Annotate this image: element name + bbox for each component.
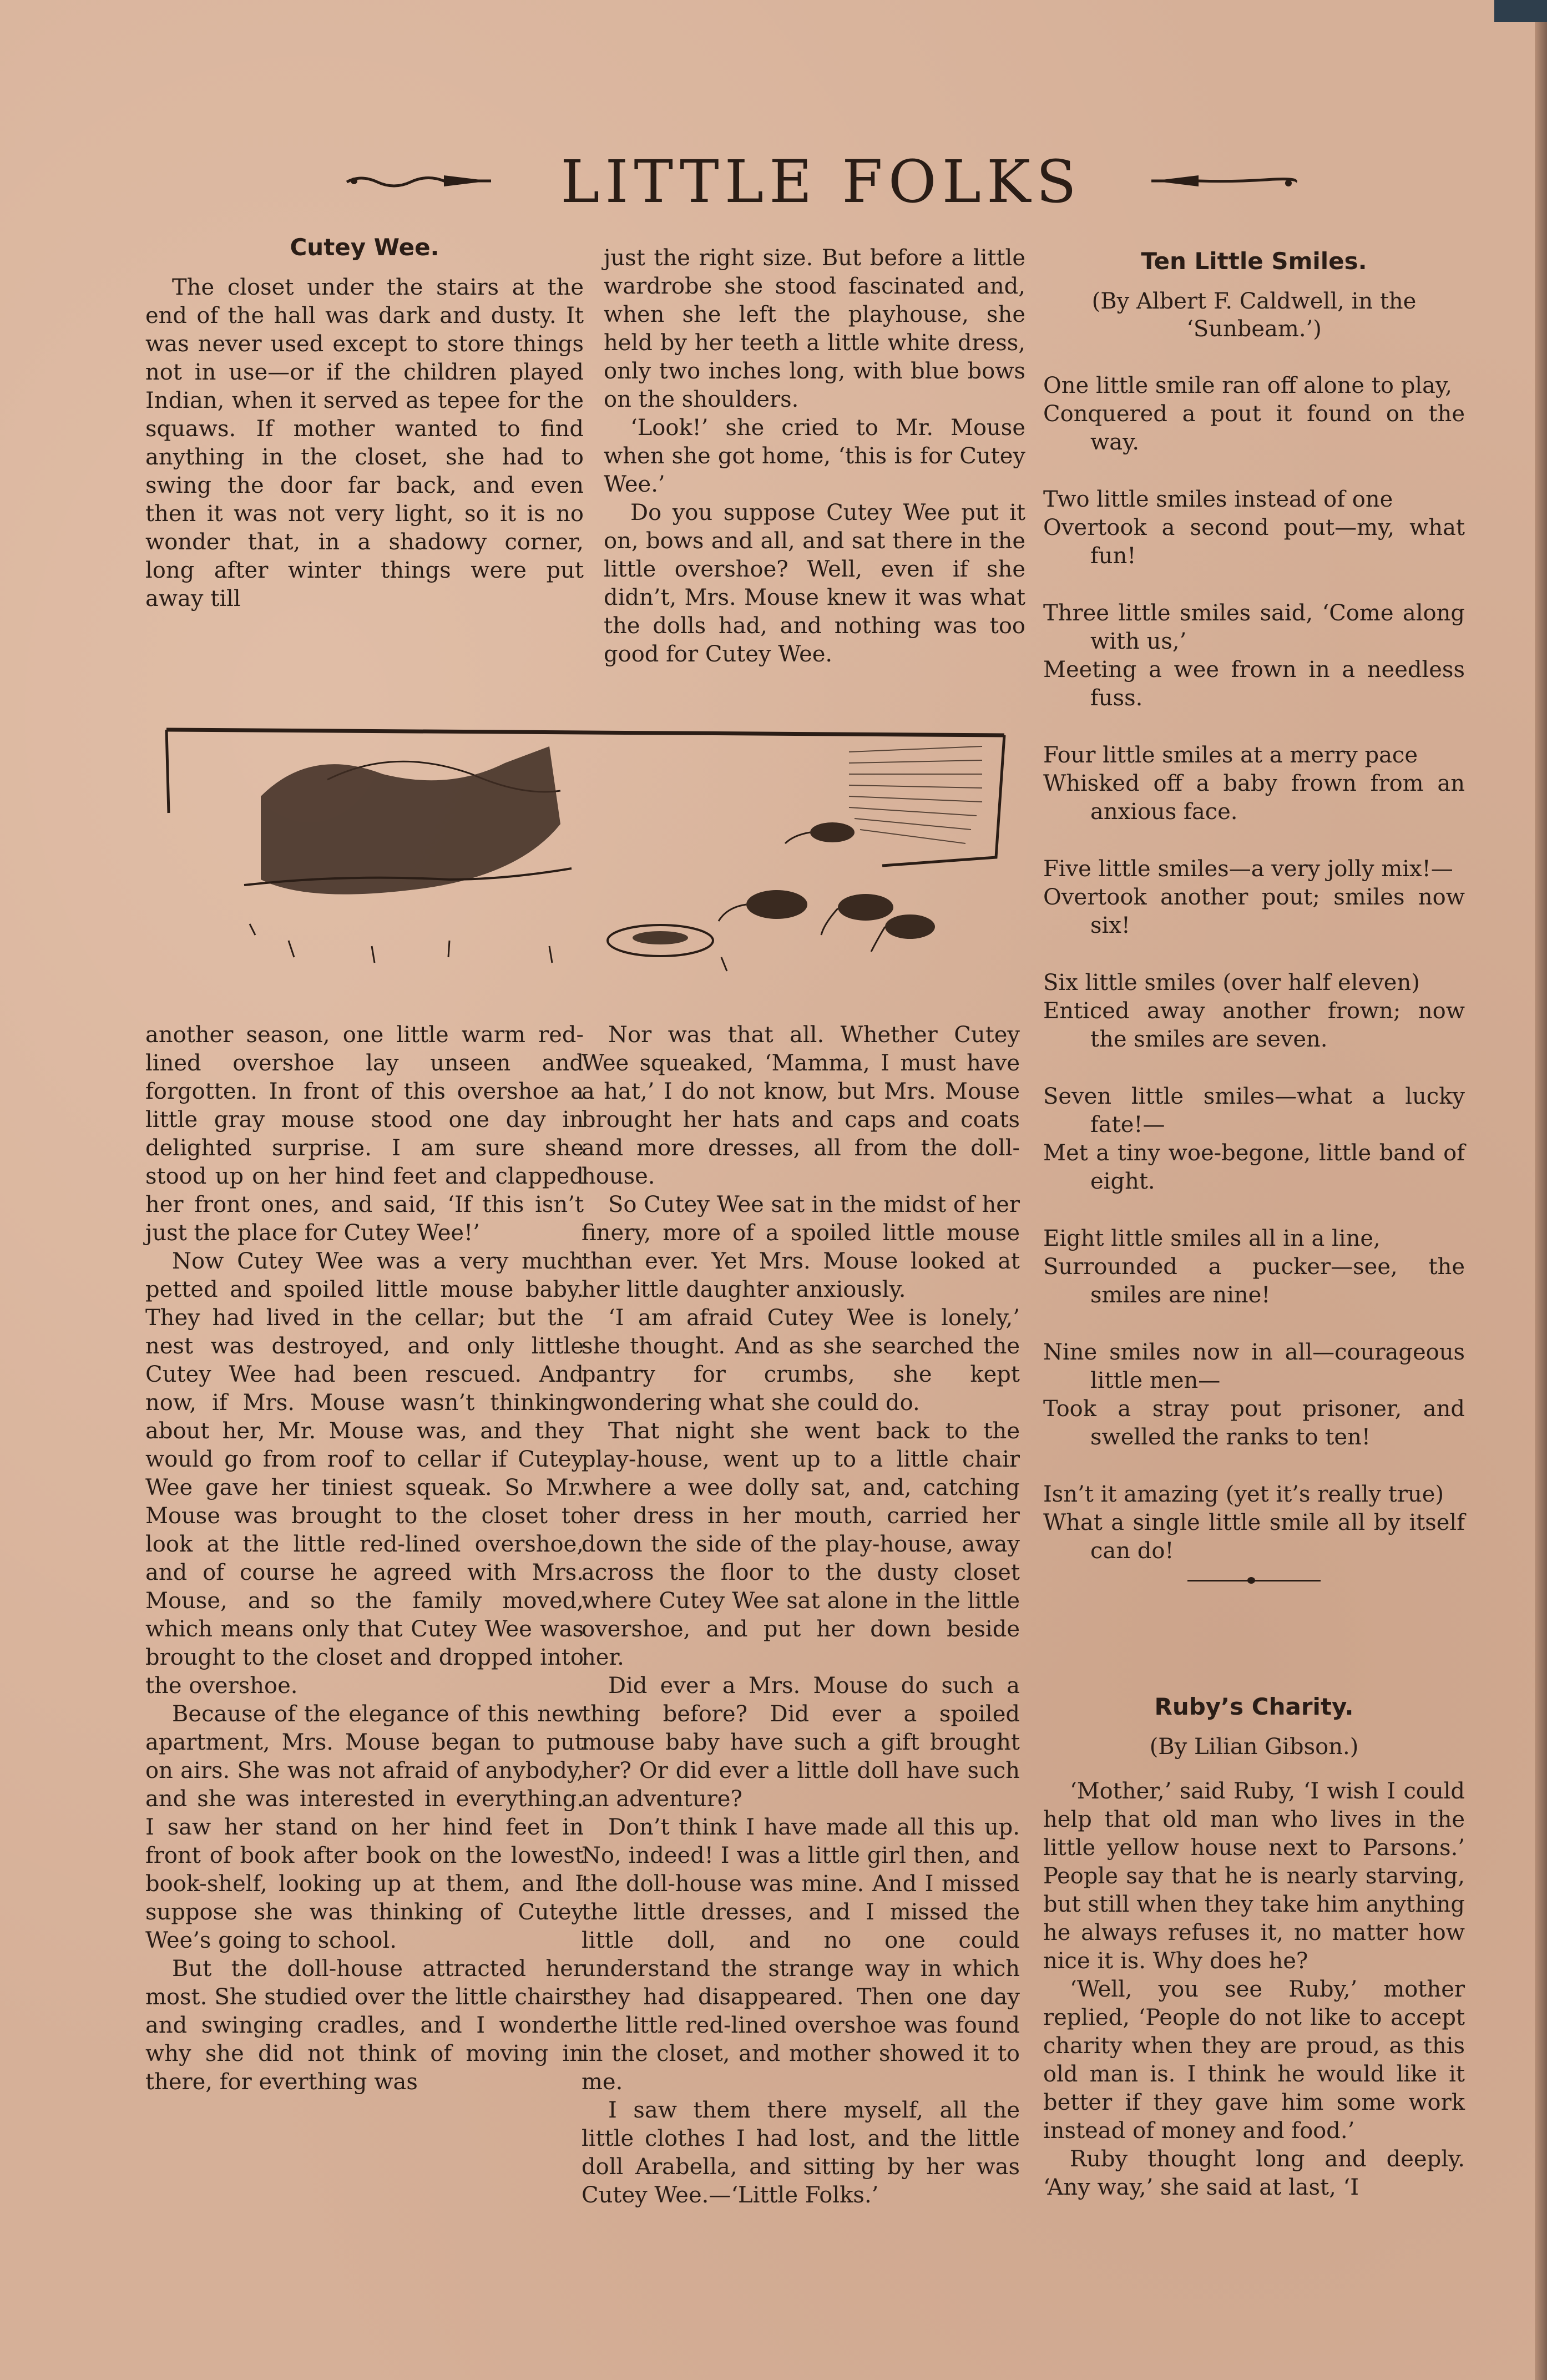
poem-line: Enticed away another frown; now the smiles are seven. xyxy=(1043,998,1465,1052)
poem-stanza xyxy=(1043,1083,1465,1196)
poem-line: Three little smiles said, ‘Come along with us,’ xyxy=(1043,600,1465,654)
poem-line: Two little smiles instead of one xyxy=(1043,487,1393,512)
mice-closet-illustration xyxy=(161,713,1015,979)
cutey-wee-column-2-bottom xyxy=(582,1021,1020,2210)
poem-stanza xyxy=(1043,1480,1465,1565)
cutey-wee-paragraph: Because of the elegance of this new apartment, Mrs. Mouse began to put on airs. She was not afraid of anybody, and she was interested in everything. I saw her stand on her hind feet in front of book after book on the lowest book-shelf, looking up at them, and I suppose she was thinking of Cutey Wee’s going to school. xyxy=(145,1701,584,1953)
right-flourish-ornament xyxy=(1149,170,1298,192)
poem-byline: (By Albert F. Caldwell, in the ‘Sunbeam.’) xyxy=(1091,289,1417,342)
cutey-wee-paragraph: I saw them there myself, all the little clothes I had lost, and the little doll Arabella, and sitting by her was Cutey Wee.—‘Little Folks.’ xyxy=(582,2098,1020,2208)
poem-stanza xyxy=(1043,741,1465,826)
cutey-wee-paragraph: another season, one little warm red-lined overshoe lay unseen and forgotten. In front of this overshoe a little gray mouse stood one day in delighted surprise. I am sure she stood up on her hind feet and clapped her front ones, and said, ‘If this isn’t just the place for Cutey Wee!’ xyxy=(145,1022,584,1246)
poem-line: One little smile ran off alone to play, xyxy=(1043,373,1452,398)
poem-line: What a single little smile all by itself can do! xyxy=(1043,1510,1465,1564)
ruby-title: Ruby’s Charity. xyxy=(1154,1693,1354,1720)
cutey-wee-paragraph: Do you suppose Cutey Wee put it on, bows and all, and sat there in the little overshoe? Well, even if she didn’t, Mrs. Mouse knew it was what the dolls had, and nothing was too good for Cutey Wee. xyxy=(604,500,1025,667)
cutey-wee-title: Cutey Wee. xyxy=(290,234,439,261)
cutey-wee-paragraph: Now Cutey Wee was a very much petted and spoiled little mouse baby. They had lived in the cellar; but the nest was destroyed, and only little Cutey Wee had been rescued. And now, if Mrs. Mouse wasn’t thinking about her, Mr. Mouse was, and they would go from roof to cellar if Cutey Wee gave her tiniest squeak. So Mr. Mouse was brought to the closet to look at the little red-lined overshoe, and of course he agreed with Mrs. Mouse, and so the family moved, which means only that Cutey Wee was brought to the closet and dropped into the overshoe. xyxy=(145,1249,584,1699)
poem-line: Nine smiles now in all—courageous little men— xyxy=(1043,1340,1465,1393)
poem-line: Took a stray pout prisoner, and swelled the ranks to ten! xyxy=(1043,1396,1465,1450)
masthead-title: LITTLE FOLKS xyxy=(560,148,1082,216)
masthead xyxy=(344,149,1298,215)
poem-line: Eight little smiles all in a line, xyxy=(1043,1226,1381,1251)
poem-line: Five little smiles—a very jolly mix!— xyxy=(1043,856,1453,882)
rubys-charity-story xyxy=(1043,1692,1465,2202)
poem-stanza xyxy=(1043,1338,1465,1452)
ruby-paragraph: Ruby thought long and deeply. ‘Any way,’ she said at last, ‘I xyxy=(1043,2146,1465,2200)
poem-stanza xyxy=(1043,969,1465,1054)
poem-title: Ten Little Smiles. xyxy=(1141,247,1367,275)
cutey-wee-paragraph: Don’t think I have made all this up. No, indeed! I was a little girl then, and the doll-house was mine. And I missed the little dresses, and I missed the little doll, and no one could understand the strange way in which they had disappeared. Then one day the little red-lined overshoe was found in the closet, and mother showed it to me. xyxy=(582,1815,1020,2095)
ruby-byline: (By Lilian Gibson.) xyxy=(1149,1734,1359,1760)
poem-stanza xyxy=(1043,372,1465,457)
poem-line: Conquered a pout it found on the way. xyxy=(1043,401,1465,455)
poem-stanza xyxy=(1043,1225,1465,1310)
cutey-wee-paragraph: ‘I am afraid Cutey Wee is lonely,’ she thought. And as she searched the pantry for crumbs, she kept wondering what she could do. xyxy=(582,1305,1020,1416)
poem-line: Meeting a wee frown in a needless fuss. xyxy=(1043,657,1465,711)
left-flourish-ornament xyxy=(344,170,494,192)
cutey-wee-paragraph: So Cutey Wee sat in the midst of her finery, more of a spoiled little mouse than ever. Yet Mrs. Mouse looked at her little daughter anxiously. xyxy=(582,1192,1020,1302)
poem-line: Overtook another pout; smiles now six! xyxy=(1043,885,1465,938)
poem-line: Overtook a second pout—my, what fun! xyxy=(1043,515,1465,569)
poem-line: Seven little smiles—what a lucky fate!— xyxy=(1043,1084,1465,1138)
poem-stanza xyxy=(1043,855,1465,940)
page-edge xyxy=(1535,0,1547,2380)
poem-line: Met a tiny woe-begone, little band of eight. xyxy=(1043,1140,1465,1194)
poem-line: Isn’t it amazing (yet it’s really true) xyxy=(1043,1482,1444,1507)
poem-stanza xyxy=(1043,599,1465,713)
cutey-wee-paragraph: That night she went back to the play-house, went up to a little chair where a wee dolly sat, and, catching her dress in her mouth, carried her down the side of the play-house, away across the floor to the dusty closet where Cutey Wee sat alone in the little overshoe, and put her down beside her. xyxy=(582,1418,1020,1670)
cutey-wee-paragraph: just the right size. But before a little wardrobe she stood fascinated and, when she left the playhouse, she held by her teeth a little white dress, only two inches long, with blue bows on the shoulders. xyxy=(604,245,1025,412)
cutey-wee-column-1-top xyxy=(145,233,584,613)
poem-stanza xyxy=(1043,486,1465,570)
cutey-wee-paragraph: Nor was that all. Whether Cutey Wee squeaked, ‘Mamma, I must have a hat,’ I do not know, but Mrs. Mouse brought her hats and caps and coats and more dresses, all from the doll-house. xyxy=(582,1022,1020,1189)
cutey-wee-column-1-bottom xyxy=(145,1021,584,2096)
binding-corner xyxy=(1494,0,1547,22)
poem-line: Six little smiles (over half eleven) xyxy=(1043,970,1420,996)
section-divider xyxy=(1187,1580,1321,1581)
ruby-paragraph: ‘Mother,’ said Ruby, ‘I wish I could help that old man who lives in the little yellow house next to Parsons.’ People say that he is nearly starving, but still when they take him anything he always refuses it, no matter how nice it is. Why does he? xyxy=(1043,1778,1465,1974)
cutey-wee-column-2-top xyxy=(604,244,1025,669)
poem-line: Whisked off a baby frown from an anxious face. xyxy=(1043,771,1465,825)
cutey-wee-paragraph: ‘Look!’ she cried to Mr. Mouse when she got home, ‘this is for Cutey Wee.’ xyxy=(604,415,1025,497)
ruby-paragraph: ‘Well, you see Ruby,’ mother replied, ‘People do not like to accept charity when they are proud, as this old man is. I think he would like it better if they gave him some work instead of money and food.’ xyxy=(1043,1977,1465,2144)
poem-line: Surrounded a pucker—see, the smiles are nine! xyxy=(1043,1254,1465,1308)
cutey-wee-paragraph: The closet under the stairs at the end of the hall was dark and dusty. It was never used except to store things not in use—or if the children played Indian, when it served as tepee for the squaws. If mother wanted to find anything in the closet, she had to swing the door far back, and even then it was not very light, so it is no wonder that, in a shadowy corner, long after winter things were put away till xyxy=(145,275,584,612)
ten-little-smiles-poem xyxy=(1043,247,1465,1604)
poem-line: Four little smiles at a merry pace xyxy=(1043,742,1418,768)
cutey-wee-paragraph: Did ever a Mrs. Mouse do such a thing before? Did ever a spoiled mouse baby have such a gift brought her? Or did ever a little doll have such an adventure? xyxy=(582,1673,1020,1812)
cutey-wee-paragraph: But the doll-house attracted her most. She studied over the little chairs and swinging cradles, and I wonder why she did not think of moving in there, for everthing was xyxy=(145,1956,584,2095)
